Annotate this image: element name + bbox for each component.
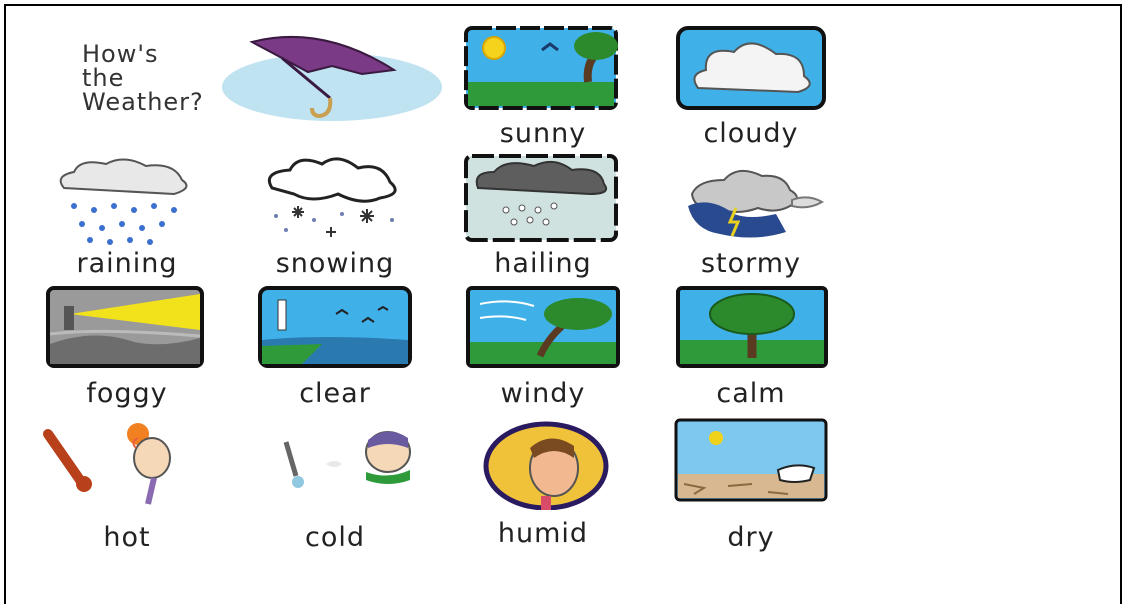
label-humid: humid <box>497 518 589 549</box>
label-cold: cold <box>304 522 365 553</box>
title-line-1: How's <box>82 40 159 68</box>
card-stormy <box>658 154 844 286</box>
label-stormy: stormy <box>700 248 802 279</box>
hailing-icon <box>450 154 636 246</box>
label-snowing: snowing <box>275 248 395 279</box>
humid-icon <box>450 418 636 510</box>
card-clear <box>242 284 428 416</box>
card-snowing <box>242 154 428 286</box>
title-text <box>82 42 204 114</box>
stormy-icon <box>658 154 844 246</box>
label-hailing: hailing <box>494 248 592 279</box>
card-cold <box>242 418 428 553</box>
card-hailing <box>450 154 636 286</box>
calm-icon <box>658 284 844 376</box>
title-line-2: the <box>82 64 125 92</box>
weather-chart <box>30 14 850 584</box>
label-sunny: sunny <box>499 118 587 149</box>
card-calm <box>658 284 844 416</box>
card-sunny <box>450 24 636 156</box>
label-raining: raining <box>76 248 178 279</box>
cold-icon <box>242 418 428 510</box>
raining-icon <box>34 154 220 246</box>
card-raining <box>34 154 220 286</box>
umbrella-icon <box>212 32 452 128</box>
label-hot: hot <box>103 522 151 553</box>
card-dry <box>658 418 844 553</box>
dry-icon <box>658 418 844 510</box>
label-calm: calm <box>716 378 786 409</box>
card-cloudy <box>658 24 844 156</box>
label-clear: clear <box>299 378 371 409</box>
sunny-icon <box>450 24 636 116</box>
title-block <box>82 36 462 146</box>
label-foggy: foggy <box>86 378 168 409</box>
windy-icon <box>450 284 636 376</box>
card-humid <box>450 418 636 550</box>
label-cloudy: cloudy <box>703 118 799 149</box>
foggy-icon <box>34 284 220 376</box>
card-foggy <box>34 284 220 416</box>
hot-icon <box>34 418 220 510</box>
title-line-3: Weather? <box>82 88 204 116</box>
label-dry: dry <box>727 522 775 553</box>
snowing-icon <box>242 154 428 246</box>
clear-icon <box>242 284 428 376</box>
label-windy: windy <box>500 378 586 409</box>
card-windy <box>450 284 636 416</box>
cloudy-icon <box>658 24 844 116</box>
card-hot <box>34 418 220 553</box>
